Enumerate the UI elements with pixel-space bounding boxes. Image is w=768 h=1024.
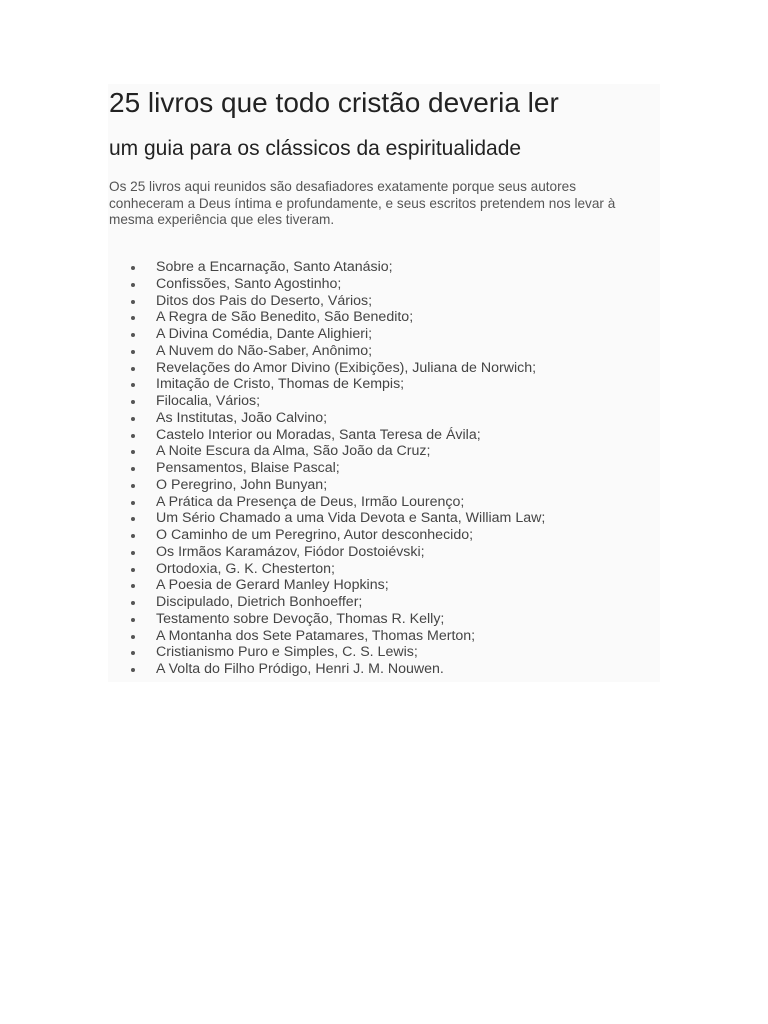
bullet-icon xyxy=(131,266,135,270)
page-subtitle: um guia para os clássicos da espiritualidade xyxy=(109,137,522,160)
book-list-item xyxy=(128,661,545,678)
book-list-item xyxy=(128,477,545,494)
bullet-icon xyxy=(131,534,135,538)
book-entry-text: A Montanha dos Sete Patamares, Thomas Merton; xyxy=(156,627,476,644)
book-entry-text: Castelo Interior ou Moradas, Santa Teresa de Ávila; xyxy=(156,426,481,443)
book-entry-text: Um Sério Chamado a uma Vida Devota e Santa, William Law; xyxy=(156,510,546,527)
book-entry-text: Revelações do Amor Divino (Exibições), Juliana de Norwich; xyxy=(156,359,537,376)
book-list-item xyxy=(128,561,545,578)
book-entry-text: Imitação de Cristo, Thomas de Kempis; xyxy=(156,376,405,393)
book-list-item xyxy=(128,326,545,343)
book-entry-text: A Poesia de Gerard Manley Hopkins; xyxy=(156,577,389,594)
bullet-icon xyxy=(131,450,135,454)
bullet-icon xyxy=(131,551,135,555)
bullet-icon xyxy=(131,501,135,505)
bullet-icon xyxy=(131,651,135,655)
bullet-icon xyxy=(131,517,135,521)
book-entry-text: O Caminho de um Peregrino, Autor desconhecido; xyxy=(156,527,474,543)
book-list xyxy=(128,259,545,678)
book-entry-text: Cristianismo Puro e Simples, C. S. Lewis; xyxy=(156,644,418,661)
bullet-icon xyxy=(131,367,135,371)
bullet-icon xyxy=(131,316,135,320)
book-list-item xyxy=(128,360,545,377)
book-list-item xyxy=(128,628,545,645)
bullet-icon xyxy=(131,400,135,404)
bullet-icon xyxy=(131,601,135,605)
book-list-item xyxy=(128,510,545,527)
bullet-icon xyxy=(131,300,135,304)
book-entry-text: Os Irmãos Karamázov, Fiódor Dostoiévski; xyxy=(156,543,425,560)
book-list-item xyxy=(128,410,545,427)
page-title: 25 livros que todo cristão deveria ler xyxy=(109,87,559,118)
bullet-icon xyxy=(131,484,135,488)
bullet-icon xyxy=(131,467,135,471)
bullet-icon xyxy=(131,618,135,622)
book-entry-text: A Volta do Filho Pródigo, Henri J. M. Nouwen. xyxy=(156,661,444,677)
bullet-icon xyxy=(131,584,135,588)
book-entry-text: A Nuvem do Não-Saber, Anônimo; xyxy=(156,342,373,359)
book-list-item xyxy=(128,393,545,410)
bullet-icon xyxy=(131,417,135,421)
book-entry-text: Discipulado, Dietrich Bonhoeffer; xyxy=(156,594,363,610)
book-list-item xyxy=(128,527,545,544)
bullet-icon xyxy=(131,635,135,639)
book-entry-text: O Peregrino, John Bunyan; xyxy=(156,476,328,493)
book-entry-text: Pensamentos, Blaise Pascal; xyxy=(156,460,340,476)
book-entry-text: Ditos dos Pais do Deserto, Vários; xyxy=(156,292,373,309)
book-entry-text: Confissões, Santo Agostinho; xyxy=(156,275,342,292)
book-list-item xyxy=(128,611,545,628)
bullet-icon xyxy=(131,568,135,572)
bullet-icon xyxy=(131,350,135,354)
bullet-icon xyxy=(131,333,135,337)
book-entry-text: A Regra de São Benedito, São Benedito; xyxy=(156,309,414,326)
book-list-item xyxy=(128,427,545,444)
book-list-item xyxy=(128,293,545,310)
intro-paragraph: Os 25 livros aqui reunidos são desafiadores exatamente porque seus autores conheceram a Deus íntima e profundamente, e seus escritos pretendem nos levar à mesma experiência que eles tiveram. xyxy=(109,179,616,227)
book-entry-text: Filocalia, Vários; xyxy=(156,393,261,409)
book-entry-text: A Prática da Presença de Deus, Irmão Lourenço; xyxy=(156,493,465,510)
bullet-icon xyxy=(131,434,135,438)
bullet-icon xyxy=(131,383,135,387)
book-entry-text: Sobre a Encarnação, Santo Atanásio; xyxy=(156,259,393,275)
book-list-item xyxy=(128,494,545,511)
book-list-item xyxy=(128,309,545,326)
book-entry-text: As Institutas, João Calvino; xyxy=(156,409,328,426)
bullet-icon xyxy=(131,283,135,287)
book-entry-text: A Noite Escura da Alma, São João da Cruz; xyxy=(156,443,431,460)
book-list-item xyxy=(128,544,545,561)
book-list-item xyxy=(128,343,545,360)
book-list-item xyxy=(128,443,545,460)
book-list-item xyxy=(128,644,545,661)
book-list-item xyxy=(128,276,545,293)
book-list-item xyxy=(128,460,545,477)
book-list-item xyxy=(128,577,545,594)
book-list-item xyxy=(128,376,545,393)
book-entry-text: Testamento sobre Devoção, Thomas R. Kelly; xyxy=(156,610,445,627)
book-list-item xyxy=(128,259,545,276)
book-entry-text: A Divina Comédia, Dante Alighieri; xyxy=(156,326,373,342)
book-list-item xyxy=(128,594,545,611)
bullet-icon xyxy=(131,668,135,672)
book-entry-text: Ortodoxia, G. K. Chesterton; xyxy=(156,560,335,577)
